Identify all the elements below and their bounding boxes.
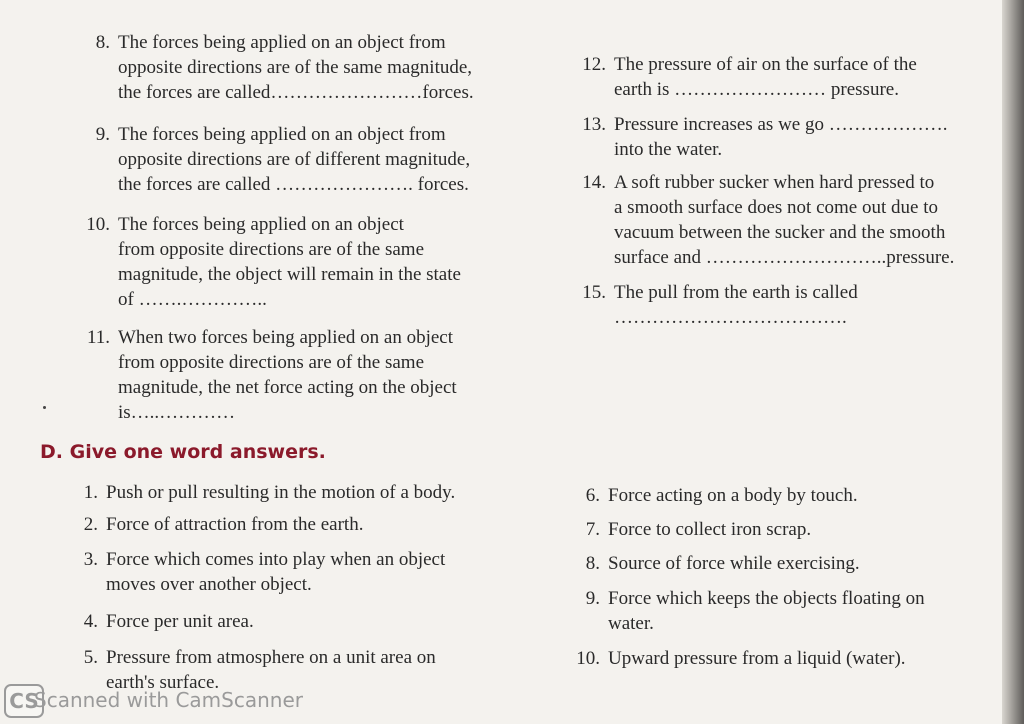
- camscanner-logo: CS: [4, 684, 44, 718]
- question-number: 12.: [582, 54, 606, 75]
- question-number: 9.: [95, 124, 110, 145]
- question-line: from opposite directions are of the same: [118, 352, 425, 373]
- item-number: 7.: [585, 519, 600, 540]
- question-line: into the water.: [614, 139, 723, 160]
- question-line: opposite directions are of different magnitude,: [118, 149, 471, 170]
- question-number: 11.: [86, 327, 110, 348]
- watermark-text: Scanned with CamScanner: [34, 688, 303, 712]
- question-line: the forces are called …………………. forces.: [118, 174, 469, 195]
- item-line: moves over another object.: [106, 574, 312, 595]
- item-line: Force which comes into play when an object: [106, 549, 446, 570]
- item-number: 9.: [585, 588, 600, 609]
- item-number: 1.: [83, 482, 98, 503]
- question-line: Pressure increases as we go ……………….: [614, 114, 948, 135]
- item-number: 3.: [83, 549, 98, 570]
- item-number: 6.: [585, 485, 600, 506]
- section-heading: D. Give one word answers.: [40, 441, 326, 463]
- question-line: A soft rubber sucker when hard pressed to: [614, 172, 935, 193]
- item-line: Source of force while exercising.: [608, 553, 860, 574]
- question-line: The forces being applied on an object from: [118, 124, 446, 145]
- question-number: 8.: [95, 32, 110, 53]
- question-line: vacuum between the sucker and the smooth: [614, 222, 946, 243]
- question-number: 10.: [86, 214, 110, 235]
- question-line: the forces are called……………………forces.: [118, 82, 474, 103]
- question-line: magnitude, the net force acting on the object: [118, 377, 457, 398]
- question-line: magnitude, the object will remain in the state: [118, 264, 461, 285]
- item-line: Upward pressure from a liquid (water).: [608, 648, 906, 669]
- item-line: water.: [608, 613, 654, 634]
- item-line: Force acting on a body by touch.: [608, 485, 858, 506]
- question-number: 15.: [582, 282, 606, 303]
- item-number: 8.: [585, 553, 600, 574]
- item-number: 5.: [83, 647, 98, 668]
- item-line: Force of attraction from the earth.: [106, 514, 364, 535]
- question-line: a smooth surface does not come out due to: [614, 197, 938, 218]
- question-line: The forces being applied on an object from: [118, 32, 446, 53]
- question-line: The forces being applied on an object: [118, 214, 404, 235]
- question-number: 13.: [582, 114, 606, 135]
- item-line: Force which keeps the objects floating on: [608, 588, 925, 609]
- question-line: of …….…………..: [118, 289, 267, 310]
- stray-dot: [43, 406, 46, 409]
- question-line: earth is …………………… pressure.: [614, 79, 899, 100]
- item-number: 2.: [83, 514, 98, 535]
- item-line: Force per unit area.: [106, 611, 254, 632]
- question-line: The pull from the earth is called: [614, 282, 858, 303]
- item-line: Push or pull resulting in the motion of a body.: [106, 482, 456, 503]
- question-line: opposite directions are of the same magnitude,: [118, 57, 473, 78]
- question-line: ……………………………….: [614, 307, 847, 328]
- question-line: The pressure of air on the surface of the: [614, 54, 917, 75]
- question-number: 14.: [582, 172, 606, 193]
- item-line: Pressure from atmosphere on a unit area on: [106, 647, 436, 668]
- item-line: Force to collect iron scrap.: [608, 519, 812, 540]
- item-number: 4.: [83, 611, 98, 632]
- question-line: When two forces being applied on an object: [118, 327, 454, 348]
- question-line: surface and ………………………..pressure.: [614, 247, 955, 268]
- question-line: is…..…………: [118, 402, 236, 423]
- item-line: earth's surface.: [106, 672, 220, 693]
- item-number: 10.: [576, 648, 600, 669]
- question-line: from opposite directions are of the same: [118, 239, 425, 260]
- page-edge: [1002, 0, 1024, 724]
